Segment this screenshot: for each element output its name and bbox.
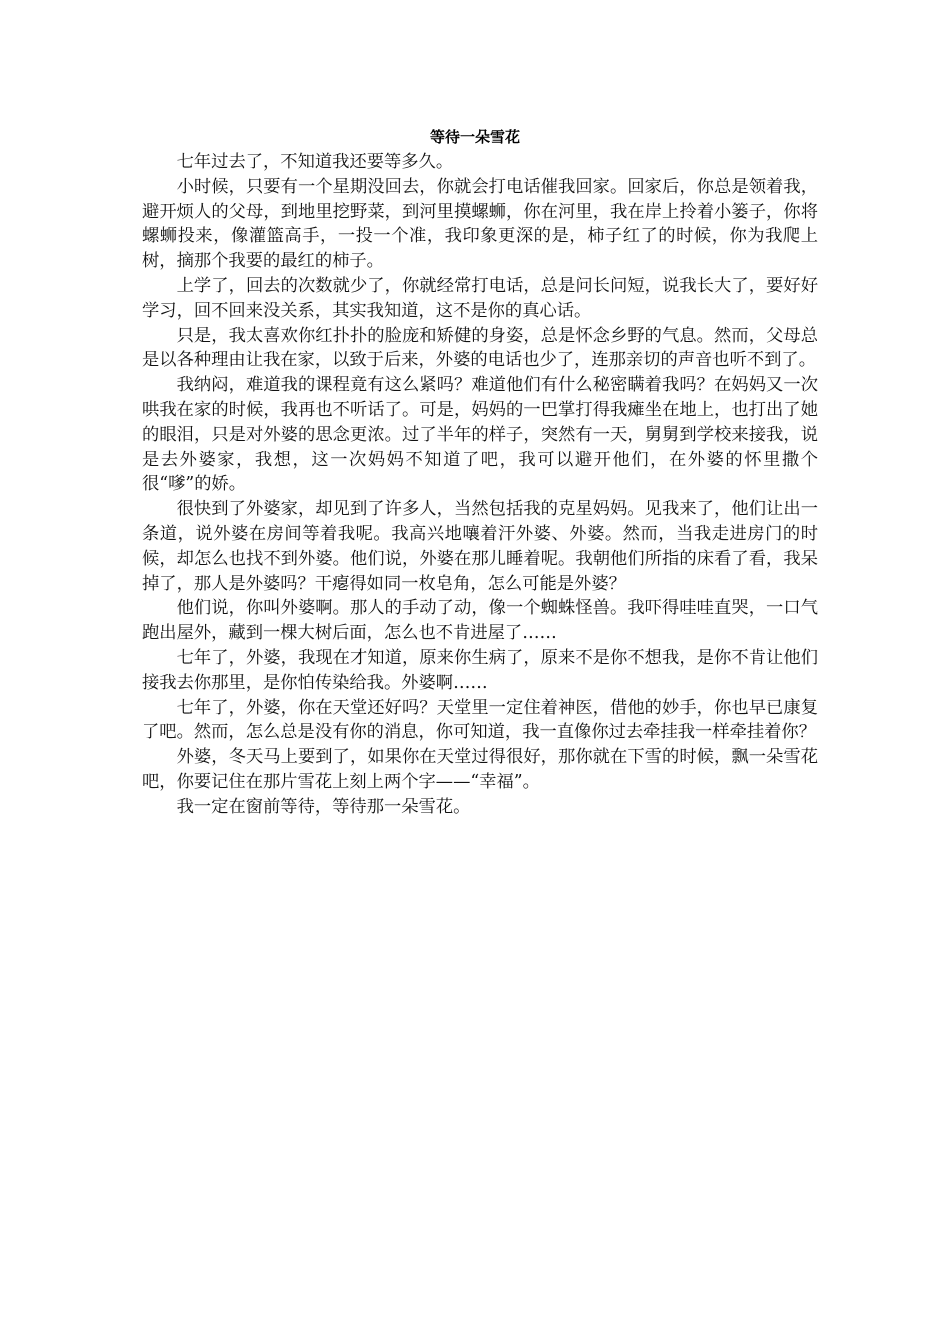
paragraph: 七年了，外婆，我现在才知道，原来你生病了，原来不是你不想我，是你不肯让他们接我去你那里，是你怕传染给我。外婆啊……	[142, 647, 818, 693]
paragraph: 只是，我太喜欢你红扑扑的脸庞和矫健的身姿，总是怀念乡野的气息。然而，父母总是以各种理由让我在家，以致于后来，外婆的电话也少了，连那亲切的声音也听不到了。	[142, 325, 818, 371]
document-body	[142, 150, 818, 820]
paragraph: 七年过去了，不知道我还要等多久。	[176, 152, 454, 172]
paragraph: 七年了，外婆，你在天堂还好吗？天堂里一定住着神医，借他的妙手，你也早已康复了吧。然而，怎么总是没有你的消息，你可知道，我一直像你过去牵挂我一样牵挂着你？	[142, 697, 818, 743]
paragraph: 小时候，只要有一个星期没回去，你就会打电话催我回家。回家后，你总是领着我，避开烦人的父母，到地里挖野菜，到河里摸螺蛳，你在河里，我在岸上拎着小篓子，你将螺蛳投来，像灌篮高手，一投一个准，我印象更深的是，柿子红了的时候，你为我爬上树，摘那个我要的最红的柿子。	[142, 176, 818, 272]
paragraph: 上学了，回去的次数就少了，你就经常打电话，总是问长问短，说我长大了，要好好学习，回不回来没关系，其实我知道，这不是你的真心话。	[142, 275, 818, 321]
paragraph: 很快到了外婆家，却见到了许多人，当然包括我的克星妈妈。见我来了，他们让出一条道，说外婆在房间等着我呢。我高兴地嚷着汗外婆、外婆。然而，当我走进房门的时候，却怎么也找不到外婆。他们说，外婆在那儿睡着呢。我朝他们所指的床看了看，我呆掉了，那人是外婆吗？干瘪得如同一枚皂角，怎么可能是外婆？	[142, 499, 818, 594]
paragraph: 我纳闷，难道我的课程竟有这么紧吗？难道他们有什么秘密瞒着我吗？在妈妈又一次哄我在家的时候，我再也不听话了。可是，妈妈的一巴掌打得我瘫坐在地上，也打出了她的眼泪，只是对外婆的思念更浓。过了半年的样子，突然有一天，舅舅到学校来接我，说是去外婆家，我想，这一次妈妈不知道了吧，我可以避开他们，在外婆的怀里撒个很“嗲”的娇。	[142, 375, 818, 495]
paragraph: 我一定在窗前等待，等待那一朵雪花。	[176, 796, 471, 817]
document-title: 等待一朵雪花	[429, 128, 520, 146]
paragraph: 他们说，你叫外婆啊。那人的手动了动，像一个蜘蛛怪兽。我吓得哇哇直哭，一口气跑出屋外，藏到一棵大树后面，怎么也不肯进屋了……	[142, 598, 818, 644]
paragraph: 外婆，冬天马上要到了，如果你在天堂过得很好，那你就在下雪的时候，飘一朵雪花吧，你要记住在那片雪花上刻上两个字——“幸福”。	[142, 747, 818, 792]
